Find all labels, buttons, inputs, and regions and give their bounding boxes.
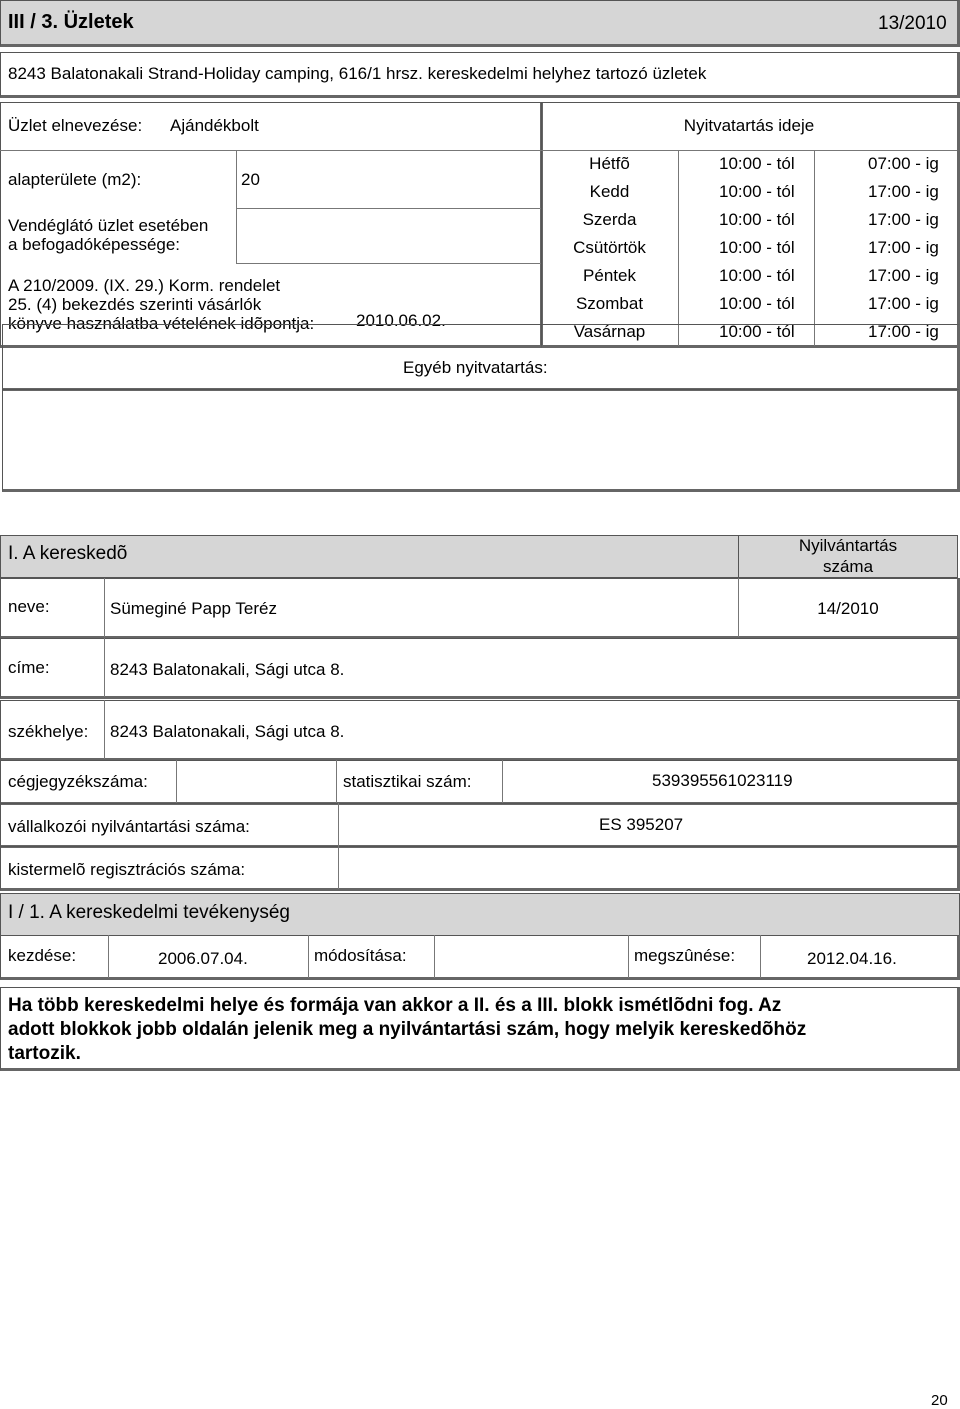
stat-number-label: statisztikai szám:: [343, 772, 472, 791]
registration-header-label: Nyilvántartás: [798, 536, 898, 555]
document-number: 13/2010: [878, 13, 947, 34]
trader-address-value: 8243 Balatonakali, Sági utca 8.: [110, 660, 345, 679]
trader-name-value: Sümeginé Papp Teréz: [110, 599, 277, 618]
trader-seat-label: székhelye:: [8, 722, 89, 741]
start-date-label: kezdése:: [8, 946, 77, 965]
day-label: Vasárnap: [573, 322, 646, 341]
page-title: III / 3. Üzletek: [8, 11, 134, 33]
registration-header-label: száma: [822, 557, 874, 576]
other-opening-content: [2, 389, 960, 492]
modified-date-label: módosítása:: [314, 946, 407, 965]
note-text: adott blokkok jobb oldalán jelenik meg a nyilvántartási szám, hogy melyik kereskedõhöz: [8, 1019, 807, 1040]
regulation-label: A 210/2009. (IX. 29.) Korm. rendelet: [8, 276, 281, 295]
trader-seat-value: 8243 Balatonakali, Sági utca 8.: [110, 722, 345, 741]
capacity-label: Vendéglátó üzlet esetében: [8, 216, 209, 235]
shop-name-value: Ajándékbolt: [170, 116, 259, 135]
area-label: alapterülete (m2):: [8, 170, 142, 189]
registration-number: 14/2010: [817, 599, 879, 618]
capacity-label: a befogadóképessége:: [8, 235, 181, 254]
opening-from: 10:00 - tól: [719, 154, 795, 173]
trader-section-title: I. A kereskedõ: [8, 543, 128, 564]
day-label: Szerda: [582, 210, 637, 229]
start-date-value: 2006.07.04.: [158, 949, 248, 968]
stat-number-value: 539395561023119: [652, 771, 793, 790]
opening-to: 17:00 - ig: [868, 238, 939, 257]
opening-from: 10:00 - tól: [719, 322, 795, 341]
entrepreneur-value: ES 395207: [599, 815, 684, 834]
day-label: Szombat: [575, 294, 644, 313]
opening-from: 10:00 - tól: [719, 238, 795, 257]
activity-section-title: I / 1. A kereskedelmi tevékenység: [8, 902, 290, 923]
opening-to: 17:00 - ig: [868, 182, 939, 201]
header-bar: [0, 0, 960, 47]
farmer-label: kistermelõ regisztrációs száma:: [8, 860, 246, 879]
opening-from: 10:00 - tól: [719, 266, 795, 285]
day-label: Hétfõ: [589, 154, 630, 173]
day-label: Kedd: [589, 182, 630, 201]
opening-from: 10:00 - tól: [719, 210, 795, 229]
opening-to: 07:00 - ig: [868, 154, 939, 173]
area-value: 20: [241, 170, 260, 189]
opening-to: 17:00 - ig: [868, 322, 939, 341]
other-opening-label: Egyéb nyitvatartás:: [403, 358, 548, 377]
opening-to: 17:00 - ig: [868, 266, 939, 285]
opening-from: 10:00 - tól: [719, 294, 795, 313]
page-number: 20: [931, 1392, 948, 1409]
note-text: tartozik.: [8, 1043, 81, 1064]
regulation-label: könyve használatba vételének idõpontja:: [8, 314, 315, 333]
opening-hours-title: Nyitvatartás ideje: [683, 116, 815, 135]
opening-from: 10:00 - tól: [719, 182, 795, 201]
opening-to: 17:00 - ig: [868, 294, 939, 313]
end-date-label: megszûnése:: [634, 946, 736, 965]
regulation-date: 2010.06.02.: [356, 311, 446, 330]
regulation-label: 25. (4) bekezdés szerinti vásárlók: [8, 295, 262, 314]
end-date-value: 2012.04.16.: [807, 949, 897, 968]
trader-name-label: neve:: [8, 597, 50, 616]
opening-to: 17:00 - ig: [868, 210, 939, 229]
address-line: 8243 Balatonakali Strand-Holiday camping, 616/1 hrsz. kereskedelmi helyhez tartozó üzletek: [8, 64, 707, 83]
day-label: Péntek: [583, 266, 636, 285]
shop-name-label: Üzlet elnevezése:: [8, 116, 143, 135]
trader-address-label: címe:: [8, 658, 50, 677]
day-label: Csütörtök: [573, 238, 646, 257]
company-reg-label: cégjegyzékszáma:: [8, 772, 148, 791]
entrepreneur-label: vállalkozói nyilvántartási száma:: [8, 817, 250, 836]
note-text: Ha több kereskedelmi helye és formája van akkor a II. és a III. blokk ismétlõdni fog. Az: [8, 995, 782, 1016]
